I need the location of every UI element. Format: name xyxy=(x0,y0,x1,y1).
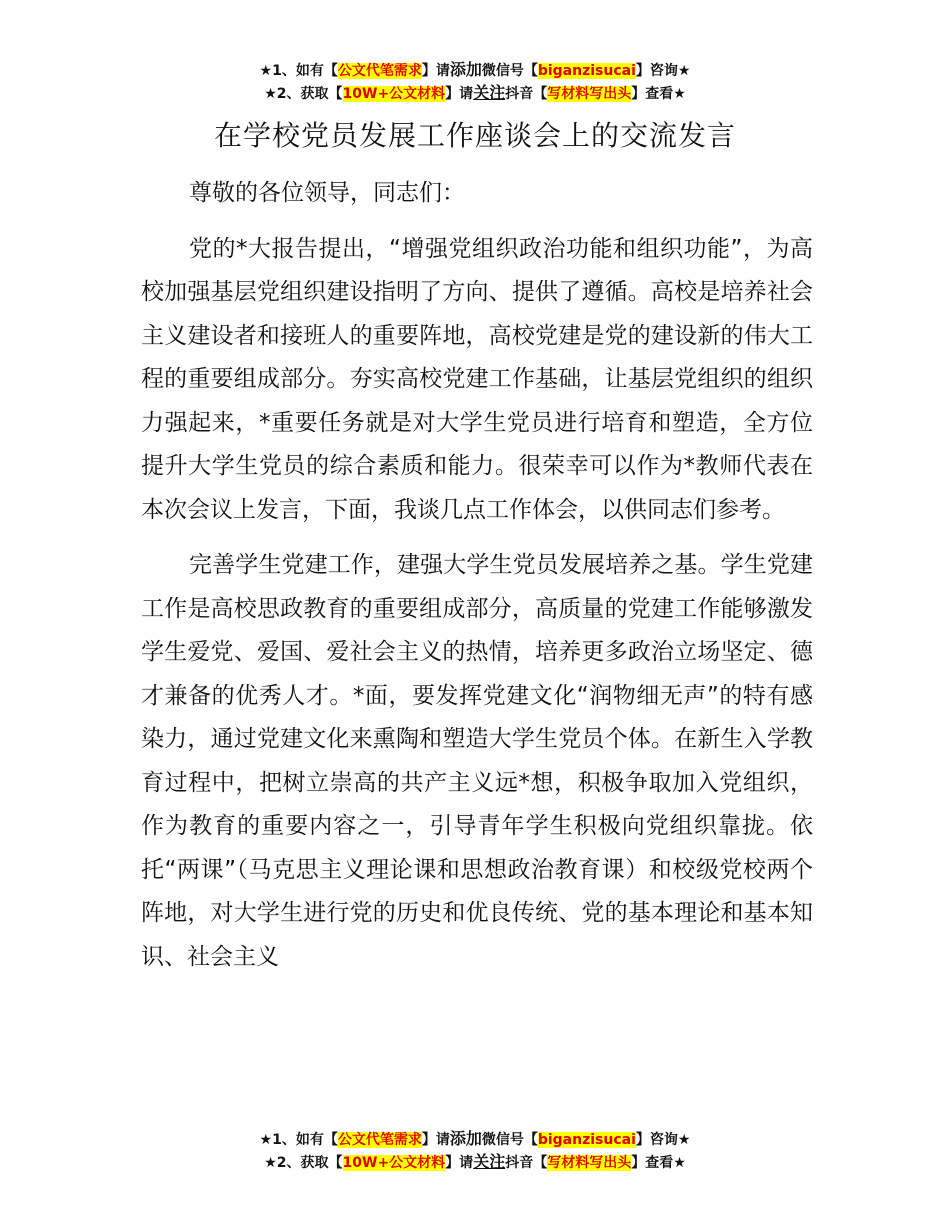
promo-highlight: 公文代笔需求 xyxy=(337,1132,422,1148)
promo-highlight: 写材料写出头 xyxy=(547,86,632,102)
promo-line-2 xyxy=(0,82,950,105)
promo-text: 】请 xyxy=(445,86,474,102)
promo-text: 】请 xyxy=(445,1155,474,1171)
promo-text: 微信号【 xyxy=(481,63,538,79)
promo-text: 】咨询★ xyxy=(635,63,691,79)
promo-text: 抖音【 xyxy=(505,1155,548,1171)
promo-text: ★2、获取【 xyxy=(264,1155,343,1171)
promo-text: ★1、如有【 xyxy=(259,63,338,79)
promo-highlight: 写材料写出头 xyxy=(547,1155,632,1171)
promo-highlight: biganzisucai xyxy=(537,63,636,79)
paragraph: 党的*大报告提出，“增强党组织政治功能和组织功能”，为高校加强基层党组织建设指明了方向、提供了遵循。高校是培养社会主义建设者和接班人的重要阵地，高校党建是党的建设新的伟大工程的重要组成部分。夯实高校党建工作基础，让基层党组织的组织力强起来，*重要任务就是对大学生党员进行培育和塑造，全方位提升大学生党员的综合素质和能力。很荣幸可以作为*教师代表在本次会议上发言，下面，我谈几点工作体会，以供同志们参考。 xyxy=(141,235,813,523)
promo-highlight: 10W+公文材料 xyxy=(342,1155,446,1171)
promo-text: 微信号【 xyxy=(481,1132,538,1148)
promo-highlight: 10W+公文材料 xyxy=(342,86,446,102)
promo-text: 】查看★ xyxy=(631,86,686,102)
promo-text: ★2、获取【 xyxy=(264,86,343,102)
promo-text: 】请 xyxy=(421,63,450,79)
footer-promo-banner xyxy=(0,1128,950,1174)
promo-text: 】咨询★ xyxy=(635,1132,691,1148)
document-body xyxy=(141,172,813,991)
promo-text: 】请 xyxy=(421,1132,450,1148)
promo-text: 添加 xyxy=(449,1129,482,1148)
promo-line-1 xyxy=(0,59,950,82)
salutation: 尊敬的各位领导，同志们： xyxy=(189,180,465,206)
document-title: 在学校党员发展工作座谈会上的交流发言 xyxy=(213,119,736,152)
promo-line-1 xyxy=(0,1128,950,1151)
promo-highlight: biganzisucai xyxy=(537,1132,636,1148)
paragraph: 完善学生党建工作，建强大学生党员发展培养之基。学生党建工作是高校思政教育的重要组成部分，高质量的党建工作能够激发学生爱党、爱国、爱社会主义的热情，培养更多政治立场坚定、德才兼备的优秀人才。*面，要发挥党建文化“润物细无声”的特有感染力，通过党建文化来熏陶和塑造大学生党员个体。在新生入学教育过程中，把树立崇高的共产主义远*想，积极争取加入党组织，作为教育的重要内容之一，引导青年学生积极向党组织靠拢。依托“两课”（马克思主义理论课和思想政治教育课）和校级党校两个阵地，对大学生进行党的历史和优良传统、党的基本理论和基本知识、社会主义 xyxy=(141,552,813,970)
header-promo-banner xyxy=(0,59,950,105)
promo-text: 】查看★ xyxy=(631,1155,686,1171)
promo-text: 添加 xyxy=(449,60,482,79)
promo-text: 关注 xyxy=(473,83,506,102)
promo-highlight: 公文代笔需求 xyxy=(337,63,422,79)
promo-text: 关注 xyxy=(473,1152,506,1171)
promo-line-2 xyxy=(0,1151,950,1174)
promo-text: 抖音【 xyxy=(505,86,548,102)
promo-text: ★1、如有【 xyxy=(259,1132,338,1148)
